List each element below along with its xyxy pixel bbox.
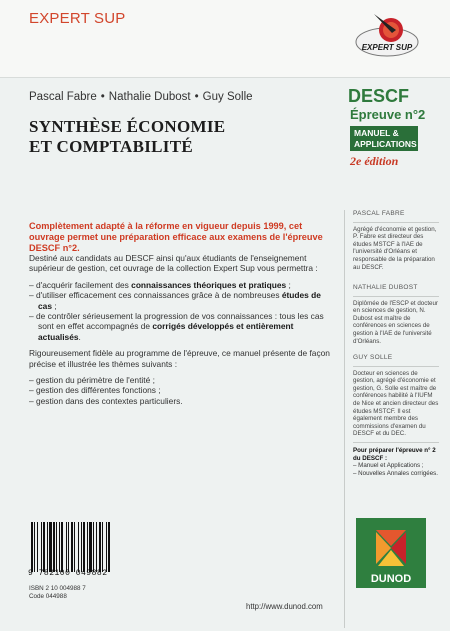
author-name: Nathalie Dubost [108, 91, 191, 103]
description-paragraph: Destiné aux candidats au DESCF ainsi qu'aux étudiants de l'enseignement supérieur de gestion, cet ouvrage de la collection Expert Sup vous permettra : [29, 253, 318, 274]
edition-label: 2e édition [350, 154, 399, 168]
barcode-bar [96, 522, 97, 572]
barcode-bar [68, 522, 69, 572]
author-list [29, 91, 253, 103]
related-titles [353, 442, 439, 477]
manual-badge-line: MANUEL & [354, 128, 399, 138]
barcode-bar [99, 522, 101, 572]
barcode-bar [41, 522, 42, 572]
barcode-bar [108, 522, 110, 572]
exam-part: Épreuve n°2 [350, 107, 426, 122]
list-item [29, 311, 334, 342]
list-emphasis: corrigés développés et entièrement actualisés [38, 321, 294, 342]
bio-text: Diplômée de l'ESCP et docteur en sciences de gestion, N. Dubost est maître de conférences en sciences de gestion à l'IAE de l'université d'Orléans. [353, 296, 439, 346]
list-emphasis: connaissances théoriques et pratiques [131, 279, 287, 290]
barcode-bar [89, 522, 92, 572]
author-name: Pascal Fabre [29, 91, 97, 103]
barcode-bar [93, 522, 94, 572]
author-name: Guy Solle [202, 91, 253, 103]
related-titles-heading: Pour préparer l'épreuve n° 2 du DESCF : [353, 447, 436, 462]
list-text: – d'acquérir facilement des [29, 279, 132, 290]
barcode [29, 522, 147, 572]
barcode-bar [31, 522, 33, 572]
logo-lettering: EXPERT SUP [361, 43, 413, 52]
benefits-list [29, 280, 334, 342]
bio-name: GUY SOLLE [353, 354, 393, 361]
barcode-bar [43, 522, 45, 572]
publisher-name: DUNOD [370, 573, 412, 585]
list-text: ; [286, 279, 291, 290]
barcode-bar [59, 522, 60, 572]
list-item: – gestion des différentes fonctions ; [29, 385, 161, 396]
barcode-bar [81, 522, 82, 572]
list-text: . [78, 331, 81, 342]
related-title-item: – Nouvelles Annales corrigées. [353, 469, 438, 477]
barcode-digits: 9 782100 049882 [28, 569, 108, 578]
bio-name: NATHALIE DUBOST [353, 284, 418, 291]
list-text: ; [51, 300, 57, 311]
list-emphasis: études de cas [38, 290, 321, 311]
intro-paragraph: Complètement adapté à la réforme en vigueur depuis 1999, cet ouvrage permet une préparation efficace aux examens de l'épreuve DESCF n°2. [29, 221, 323, 253]
dunod-emblem-icon [356, 518, 426, 574]
list-item: – gestion du périmètre de l'entité ; [29, 375, 155, 386]
author-bio [353, 284, 439, 345]
bio-name: PASCAL FABRE [353, 210, 405, 217]
description [29, 253, 334, 412]
cover-header [0, 0, 450, 78]
barcode-bar [34, 522, 35, 572]
barcode-bar [83, 522, 85, 572]
expert-sup-logo [352, 8, 422, 64]
publisher-url: http://www.dunod.com [246, 602, 323, 611]
book-title [29, 117, 329, 157]
barcode-bar [71, 522, 73, 572]
barcode-bar [37, 522, 38, 572]
barcode-bar [87, 522, 88, 572]
author-bio [353, 354, 439, 438]
product-code: Code 044988 [29, 592, 67, 600]
themes-list [29, 375, 334, 406]
title-line: SYNTHÈSE ÉCONOMIE [29, 117, 226, 136]
list-item [29, 290, 334, 311]
title-line: ET COMPTABILITÉ [29, 137, 193, 156]
exam-name: DESCF [348, 86, 410, 106]
series-name: EXPERT SUP [29, 10, 126, 27]
author-separator: • [194, 91, 199, 103]
barcode-bar [61, 522, 63, 572]
list-item [29, 280, 334, 290]
publisher-logo [356, 518, 426, 588]
barcode-bar [74, 522, 75, 572]
manual-badge-line: APPLICATIONS [354, 139, 417, 149]
related-title-item: – Manuel et Applications ; [353, 462, 424, 470]
manual-badge [350, 126, 418, 151]
barcode-bar [49, 522, 52, 572]
bio-text: Docteur en sciences de gestion, agrégé d'économie et gestion, G. Solle est maître de conférences habilité à l'IUFM de Nice et ancien directeur des études MSTCF. Il est également membre des commissions d'examen du DESCF et du DEC. [353, 366, 439, 438]
barcode-bar [53, 522, 55, 572]
barcode-bar [47, 522, 48, 572]
description-paragraph: Rigoureusement fidèle au programme de l'épreuve, ce manuel présente de façon précise et illustrée les thèmes suivants : [29, 348, 330, 369]
list-text: – d'utiliser efficacement ces connaissances grâce à de nombreuses [29, 290, 282, 301]
list-text: – de contrôler sérieusement la progression de vos connaissances : tous les cas sont en effet accompagnés de [29, 311, 324, 332]
barcode-bar [56, 522, 57, 572]
isbn-number: ISBN 2 10 004988 7 [29, 585, 86, 592]
bio-text: Agrégé d'économie et gestion, P. Fabre est directeur des études MSTCF à l'IAE de l'université d'Orléans et responsable de la préparation au DESCF. [353, 222, 439, 272]
isbn-block [29, 585, 86, 600]
author-bio [353, 210, 439, 271]
list-item: – gestion dans des contextes particuliers. [29, 395, 183, 406]
author-separator: • [100, 91, 105, 103]
barcode-bar [66, 522, 67, 572]
barcode-bar [102, 522, 103, 572]
barcode-bar [78, 522, 79, 572]
barcode-bar [106, 522, 107, 572]
